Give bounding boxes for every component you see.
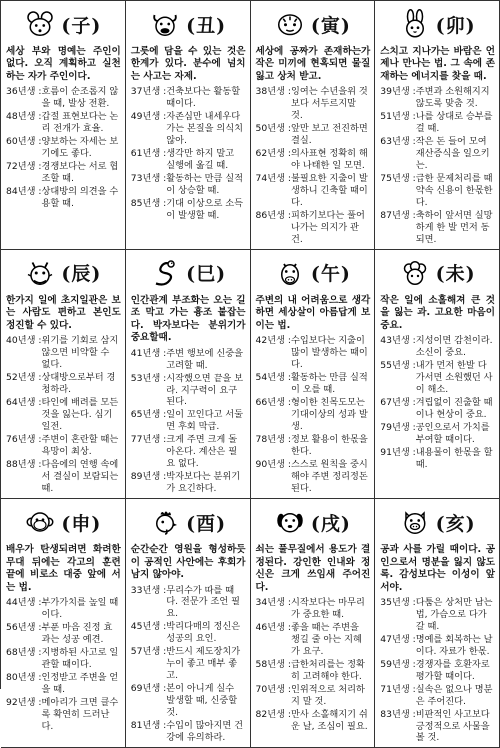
birth-year-label: 58년생 :: [255, 658, 291, 670]
ox-icon: [150, 9, 180, 39]
birth-year-item: [380, 173, 495, 209]
fortune-text: 지성이면 감천이라. 소신이 중요.: [415, 335, 493, 359]
birth-year-item: [256, 335, 371, 371]
birth-year-item: [6, 459, 121, 495]
birth-year-label: 61년생 :: [130, 148, 167, 160]
birth-year-item: [380, 634, 495, 658]
birth-year-item: [6, 672, 121, 696]
zodiac-header: [380, 4, 495, 44]
zodiac-header: [6, 253, 121, 293]
birth-year-item: [131, 148, 246, 172]
fortune-text: 내가 먼저 한발 다가서면 소원했던 사이 해소.: [415, 360, 493, 396]
fortune-text: 자존심만 내세우다가는 본질을 의식치 않아.: [166, 111, 244, 147]
birth-year-label: 81년생 :: [130, 720, 167, 731]
birth-year-label: 53년생 :: [130, 372, 167, 384]
birth-year-label: 48년생 :: [6, 111, 42, 123]
fortune-text: 공인으로서 가치를 부여할 때이다.: [415, 421, 490, 445]
fortune-text: 기대 이상으로 소득이 발생할 때.: [166, 197, 244, 221]
birth-year-item: [131, 173, 246, 197]
birth-year-label: 51년생 :: [380, 111, 416, 123]
fortune-text: 형이한 친목도모는 기대이상의 성과 발생.: [290, 396, 368, 432]
fortune-text: 나를 상대로 승부를 걸 때.: [415, 111, 493, 135]
fortune-text: 다음에의 연행 속에서 결실이 보람되는 때.: [41, 458, 119, 494]
birth-year-label: 91년생 :: [380, 446, 416, 458]
fortune-text: 비판적인 사고보다 긍정적으로 사물을 볼 것.: [415, 708, 490, 744]
sheep-icon: [400, 258, 430, 288]
birth-year-item: [380, 397, 495, 421]
birth-year-item: [380, 684, 495, 708]
fortune-text: 위기를 기회로 삼지 않으면 비약할 수 없다.: [41, 335, 119, 371]
birth-year-label: 63년생 :: [380, 136, 416, 148]
birth-year-label: 36년생 :: [6, 86, 42, 98]
birth-year-list: [131, 86, 246, 221]
fortune-text: 본이 아니게 실수 발생할 때, 신중할 것.: [166, 683, 238, 719]
birth-year-item: [256, 372, 371, 396]
fortune-text: 무리수가 따를 때다. 전문가 조언 필요.: [166, 584, 241, 620]
fortune-text: 내용물이 한몫을 할 때.: [415, 446, 493, 470]
zodiac-header: [380, 502, 495, 542]
birth-year-label: 89년생 :: [130, 471, 167, 483]
zodiac-sign: (巳): [186, 263, 227, 286]
fortune-text: 의사표현 정확히 해야 나태한 일 모면.: [290, 148, 368, 172]
birth-year-label: 71년생 :: [380, 683, 416, 695]
birth-year-label: 72년생 :: [6, 161, 42, 173]
fortune-text: 좋을 때는 주변을 챙길 줄 아는 지혜가 요구.: [290, 621, 362, 657]
zodiac-sign: (寅): [310, 14, 351, 37]
birth-year-label: 88년생 :: [6, 458, 42, 470]
fortune-text: 반드시 제도장치가 누이 좋고 매부 좋고.: [166, 646, 241, 682]
birth-year-item: [131, 86, 246, 110]
birth-year-label: 59년생 :: [380, 658, 416, 670]
zodiac-sign: (丑): [186, 14, 227, 37]
birth-year-item: [131, 373, 246, 409]
birth-year-item: [6, 86, 121, 110]
zodiac-cell: [375, 250, 500, 499]
birth-year-item: [131, 348, 246, 372]
birth-year-item: [6, 397, 121, 433]
birth-year-label: 82년생 :: [255, 708, 291, 720]
birth-year-label: 34년생 :: [255, 596, 291, 608]
zodiac-cell: [1, 250, 126, 499]
birth-year-item: [6, 597, 121, 621]
birth-year-label: 68년생 :: [6, 646, 42, 658]
birth-year-list: [256, 597, 371, 732]
birth-year-list: [256, 86, 371, 245]
birth-year-item: [131, 111, 246, 147]
fortune-text: 타인에 배려를 모든 것을 잃는다. 심기일전.: [41, 396, 119, 432]
fortune-text: 주변이 혼란할 때는 욕망이 최상.: [41, 433, 119, 457]
zodiac-cell: [251, 1, 376, 250]
birth-year-item: [256, 173, 371, 209]
pig-icon: [400, 507, 430, 537]
zodiac-header: [256, 4, 371, 44]
birth-year-label: 83년생 :: [380, 708, 416, 720]
fortune-text: 급한 문제처리를 때 약속 신용이 한몫한다.: [415, 173, 493, 208]
birth-year-label: 60년생 :: [6, 136, 42, 148]
birth-year-label: 87년생 :: [380, 209, 416, 221]
fortune-text: 겨립없이 진출할 때이나 현상이 중요.: [415, 396, 493, 420]
fortune-text: 급한처리를는 정확히 고려해야 한다.: [290, 658, 365, 682]
zodiac-cell: [251, 499, 376, 748]
fortune-text: 축하이 앞서면 실망하게 한 발 먼저 동되면.: [415, 209, 493, 245]
birth-year-item: [380, 447, 495, 471]
birth-year-label: 85년생 :: [130, 197, 167, 209]
fortune-text: 건축보다는 활동할 때이다.: [166, 86, 241, 110]
birth-year-list: [380, 597, 495, 744]
birth-year-item: [6, 186, 121, 210]
fortune-text: 경쟁보다는 서로 협조할 때.: [41, 161, 119, 185]
birth-year-item: [256, 434, 371, 458]
birth-year-label: 73년생 :: [130, 173, 167, 185]
fortune-text: 피하기보다는 풀어나가는 의지가 관건.: [290, 209, 365, 245]
birth-year-label: 33년생 :: [130, 584, 167, 596]
fortune-text: 흐름이 순조롭지 않을 때, 발상 전환.: [41, 86, 119, 110]
birth-year-item: [6, 434, 121, 458]
birth-year-label: 65년생 :: [130, 409, 167, 421]
fortune-text: 앞만 보고 전진하면 결실.: [290, 123, 368, 147]
birth-year-label: 67년생 :: [380, 396, 416, 408]
birth-year-item: [131, 434, 246, 470]
birth-year-label: 76년생 :: [6, 433, 42, 445]
birth-year-item: [131, 621, 246, 645]
birth-year-item: [256, 597, 371, 621]
birth-year-item: [131, 409, 246, 433]
zodiac-cell: [126, 250, 251, 499]
dog-icon: [275, 507, 305, 537]
birth-year-item: [256, 709, 371, 733]
fortune-text: 활동하는 만큼 실적이 상승할 때.: [166, 173, 244, 197]
zodiac-sign: (未): [435, 263, 476, 286]
birth-year-label: 43년생 :: [380, 335, 416, 347]
birth-year-item: [380, 360, 495, 396]
zodiac-cell: [126, 499, 251, 748]
fortune-text: 스스로 원칙을 중시해야 주변 정리정돈된다.: [290, 458, 368, 494]
fortune-text: 잉여는 수년을위 것 보다 서두르지말 것.: [290, 86, 368, 122]
birth-year-item: [256, 659, 371, 683]
fortune-text: 경쟁자를 호환자로 평가할 때이다.: [415, 658, 490, 682]
birth-year-item: [380, 111, 495, 135]
birth-year-item: [6, 136, 121, 160]
birth-year-label: 74년생 :: [255, 173, 291, 185]
zodiac-intro: 그릇에 담을 수 있는 것은 한계가 있다. 분수에 넘치는 사고는 자제.: [130, 46, 246, 82]
birth-year-label: 86년생 :: [255, 209, 291, 221]
rat-icon: [25, 9, 55, 39]
zodiac-sign: (戌): [310, 512, 351, 535]
fortune-text: 인정받고 주변을 얻을 때.: [41, 671, 119, 695]
birth-year-item: [131, 585, 246, 621]
birth-year-item: [6, 697, 121, 733]
zodiac-header: [256, 253, 371, 293]
birth-year-label: 55년생 :: [380, 360, 416, 372]
birth-year-label: 79년생 :: [380, 421, 416, 433]
birth-year-item: [6, 335, 121, 371]
fortune-text: 주변과 소원해지지 않도록 맞춤 것.: [415, 86, 490, 110]
zodiac-sign: (亥): [435, 512, 476, 535]
birth-year-label: 45년생 :: [130, 621, 167, 633]
birth-year-label: 35년생 :: [380, 596, 416, 608]
birth-year-list: [131, 348, 246, 495]
fortune-text: 활동하는 만큼 실적이 오를 때.: [290, 372, 368, 396]
birth-year-item: [256, 86, 371, 122]
birth-year-item: [256, 210, 371, 246]
fortune-text: 정보 활용이 한몫을 한다.: [290, 433, 368, 457]
birth-year-item: [6, 372, 121, 396]
zodiac-sign: (卯): [435, 14, 476, 37]
fortune-text: 명예를 회복하는 날이다. 자료가 한몫.: [415, 633, 493, 657]
zodiac-header: [6, 502, 121, 542]
birth-year-item: [256, 459, 371, 495]
fortune-text: 박리다매의 정신은 성공의 요인.: [166, 621, 241, 645]
birth-year-label: 46년생 :: [255, 621, 291, 633]
birth-year-label: 84년생 :: [6, 186, 42, 198]
zodiac-sign: (酉): [186, 512, 227, 535]
birth-year-label: 77년생 :: [130, 434, 167, 446]
birth-year-item: [256, 622, 371, 658]
birth-year-label: 75년생 :: [380, 173, 416, 185]
birth-year-label: 47년생 :: [380, 633, 416, 645]
fortune-text: 수입보다는 지출이 많이 발생하는 때이다.: [290, 335, 368, 371]
zodiac-intro: 스치고 지나가는 바람은 언제나 만나는 법. 그 속에 존재하는 에너지를 찾을 때.: [380, 46, 495, 82]
birth-year-item: [380, 86, 495, 110]
zodiac-cell: [1, 499, 126, 748]
birth-year-item: [131, 646, 246, 682]
fortune-text: 박자보다는 분위기가 요긴하다.: [166, 471, 241, 495]
birth-year-label: 37년생 :: [130, 86, 167, 98]
birth-year-label: 42년생 :: [255, 335, 291, 347]
monkey-icon: [25, 507, 55, 537]
birth-year-label: 62년생 :: [255, 148, 291, 160]
birth-year-item: [6, 622, 121, 646]
zodiac-intro: 공과 사를 가릴 때이다. 공인으로서 명분을 잃지 않도록. 감성보다는 이성이 앞서야.: [380, 544, 495, 593]
horse-icon: [275, 258, 305, 288]
birth-year-list: [6, 597, 121, 732]
birth-year-list: [131, 585, 246, 744]
fortune-text: 상대방의 의견을 수용할 때.: [41, 186, 119, 209]
zodiac-intro: 작은 일에 소홀해져 큰 것을 잃는 과. 고요한 마음이 중요.: [380, 294, 495, 331]
zodiac-intro: 주변의 내 어려움으로 생각하면 세상살이 아름답게 보이는 법.: [255, 294, 371, 331]
zodiac-intro: 인간관계 부조화는 오는 길조 막고 가는 흉조 붙잡는다. 박자보다는 분위기가 중요할때.: [130, 294, 246, 344]
fortune-text: 작은 돈 들어 모여 재산증식을 일으키는.: [415, 136, 490, 172]
dragon-icon: [25, 258, 55, 288]
birth-year-list: [256, 335, 371, 494]
zodiac-header: [131, 502, 246, 542]
zodiac-header: [131, 4, 246, 44]
fortune-text: 인위적으로 처리하지 말 것.: [290, 683, 365, 707]
fortune-text: 시작보다는 마무리가 중요한 때.: [290, 596, 365, 620]
fortune-text: 갑절 표현보다는 논리 전개가 효율.: [41, 111, 119, 135]
birth-year-item: [256, 148, 371, 172]
fortune-text: 상대방으로부터 경청하라.: [41, 372, 116, 396]
birth-year-label: 80년생 :: [6, 671, 42, 683]
birth-year-label: 92년생 :: [6, 696, 42, 708]
birth-year-label: 50년생 :: [255, 123, 291, 135]
fortune-text: 양보하는 자세는 보기에도 좋다.: [41, 136, 119, 160]
zodiac-intro: 배우가 탄생되려면 화려한 무대 뒤에는 각고의 훈련 끝에 비로소 대중 앞에 서는 법.: [6, 544, 121, 593]
rooster-icon: [150, 507, 180, 537]
birth-year-item: [380, 422, 495, 446]
zodiac-header: [131, 253, 246, 293]
fortune-text: 수입이 많아지면 건강에 유의하라.: [166, 720, 244, 743]
birth-year-label: 44년생 :: [6, 596, 42, 608]
birth-year-label: 52년생 :: [6, 372, 42, 384]
zodiac-cell: [1, 1, 126, 250]
zodiac-sign: (申): [61, 512, 102, 535]
birth-year-item: [131, 471, 246, 495]
birth-year-item: [380, 136, 495, 172]
zodiac-intro: 한가지 일에 초지일관은 보는 사람도 편하고 본인도 정진할 수 있다.: [6, 294, 121, 331]
zodiac-cell: [375, 1, 500, 250]
fortune-text: 시작했으면 끝을 보라. 지구력이 요구된다.: [166, 372, 244, 408]
zodiac-sign: (子): [61, 14, 102, 37]
birth-year-item: [256, 684, 371, 708]
zodiac-sign: (辰): [61, 263, 102, 286]
zodiac-intro: 쇠는 풀무질에서 용도가 결정된다. 강인한 인내와 정신은 크게 쓰임새 주어진다.: [255, 544, 371, 593]
snake-icon: [150, 258, 180, 288]
birth-year-item: [380, 597, 495, 633]
birth-year-item: [131, 198, 246, 222]
fortune-text: 다툼은 상처만 남는 법, 가슴으로 다가갈 때.: [415, 596, 493, 632]
zodiac-cell: [375, 499, 500, 748]
fortune-text: 만사 소홀해지기 쉬운 날, 조심이 필요.: [290, 708, 368, 732]
fortune-text: 주변 행보에 신중을 고려할 때.: [166, 347, 244, 371]
zodiac-header: [380, 253, 495, 293]
fortune-text: 크게 주면 크게 돌아온다. 계산은 필요 없다.: [166, 434, 238, 470]
birth-year-label: 41년생 :: [130, 347, 167, 359]
zodiac-cell: [126, 1, 251, 250]
birth-year-label: 70년생 :: [255, 683, 291, 695]
birth-year-label: 56년생 :: [6, 621, 42, 633]
birth-year-label: 39년생 :: [380, 86, 416, 98]
zodiac-intro: 순간순간 영원을 형성하듯이 공적인 사안에는 후회가 남지 않아야.: [130, 544, 246, 581]
birth-year-label: 57년생 :: [130, 646, 167, 658]
birth-year-item: [131, 720, 246, 744]
birth-year-item: [380, 659, 495, 683]
fortune-text: 메아리가 크면 클수록 확연히 드러난다.: [41, 696, 119, 732]
birth-year-item: [6, 647, 121, 671]
birth-year-label: 49년생 :: [130, 111, 167, 123]
tiger-icon: [275, 9, 305, 39]
fortune-text: 일이 꼬인다고 서둘면 후회 막급.: [166, 409, 244, 433]
zodiac-sign: (午): [310, 263, 351, 286]
birth-year-item: [380, 709, 495, 745]
birth-year-item: [6, 111, 121, 135]
birth-year-list: [380, 335, 495, 470]
fortune-text: 생각만 하지 말고 실행에 옮길 때.: [166, 148, 235, 172]
rabbit-icon: [400, 9, 430, 39]
birth-year-item: [256, 397, 371, 433]
birth-year-label: 69년생 :: [130, 683, 167, 695]
birth-year-label: 40년생 :: [6, 335, 42, 347]
fortune-text: 실속은 없으나 명분은 주어진다.: [415, 683, 493, 707]
birth-year-list: [6, 86, 121, 210]
zodiac-intro: 세상에 공짜가 존재하는가 작은 미끼에 현혹되면 물질 잃고 상처 받고.: [255, 46, 371, 82]
fortune-text: 부가가치를 높일 때이다.: [41, 596, 119, 620]
birth-year-label: 54년생 :: [255, 372, 291, 384]
zodiac-header: [256, 502, 371, 542]
fortune-text: 부푼 마음 진정 효과는 성공 예견.: [41, 621, 113, 645]
birth-year-label: 38년생 :: [255, 86, 291, 98]
birth-year-label: 78년생 :: [255, 433, 291, 445]
birth-year-item: [6, 161, 121, 185]
zodiac-intro: 세상 부와 명예는 주인이 없다. 오직 계획하고 실천하는 자가 주인이다.: [6, 46, 121, 82]
birth-year-item: [380, 210, 495, 246]
birth-year-list: [6, 335, 121, 494]
birth-year-label: 64년생 :: [6, 396, 42, 408]
birth-year-list: [380, 86, 495, 245]
birth-year-label: 66년생 :: [255, 396, 291, 408]
birth-year-item: [256, 123, 371, 147]
fortune-text: 지병하된 사고로 일관할 때이다.: [41, 646, 119, 670]
birth-year-item: [380, 335, 495, 359]
zodiac-cell: [251, 250, 376, 499]
birth-year-item: [131, 683, 246, 719]
birth-year-label: 90년생 :: [255, 458, 291, 470]
zodiac-header: [6, 4, 121, 44]
fortune-text: 불필요한 지출이 발생하니 긴축할 때이다.: [290, 173, 368, 208]
